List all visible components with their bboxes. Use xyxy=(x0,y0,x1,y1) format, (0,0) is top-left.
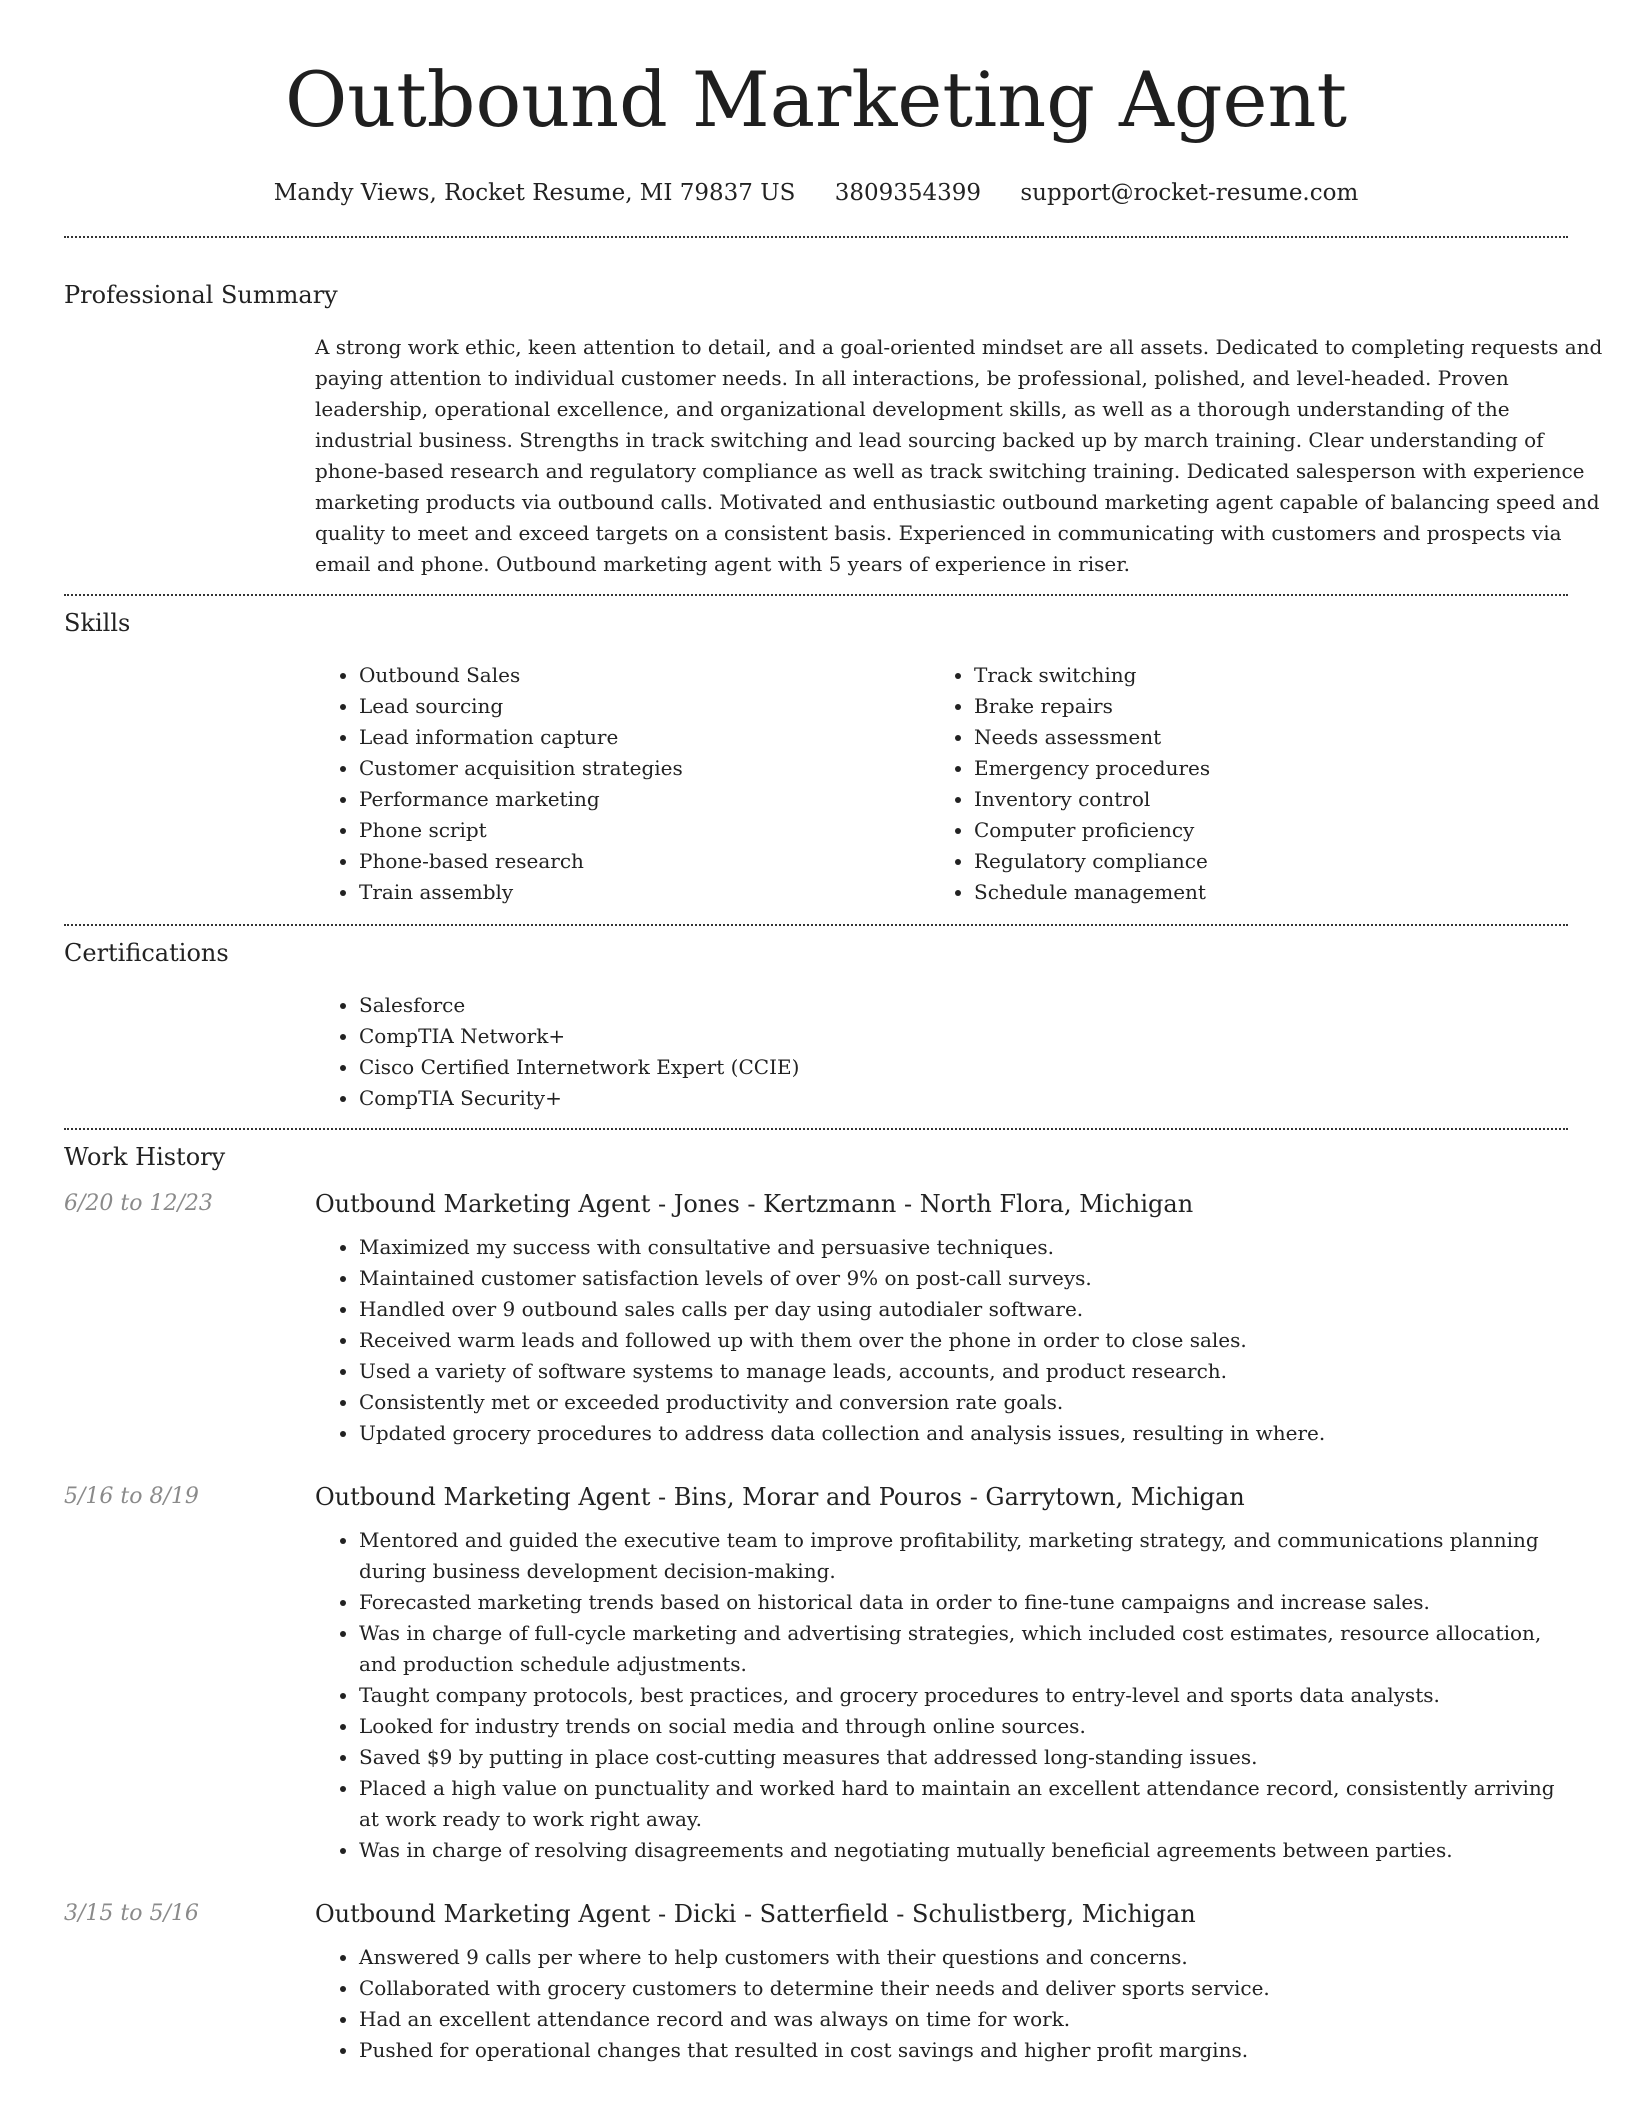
skill-item: • Train assembly xyxy=(359,877,930,908)
skill-item: • Outbound Sales xyxy=(359,660,930,691)
skill-item: • Inventory control xyxy=(974,784,1545,815)
skill-item: • Phone script xyxy=(359,815,930,846)
job-dates: 3/15 to 5/16 xyxy=(64,1901,199,1926)
summary-heading: Professional Summary xyxy=(64,281,338,309)
job-dates: 6/20 to 12/23 xyxy=(64,1191,213,1216)
job-bullet: • Received warm leads and followed up with them over the phone in order to close sales. xyxy=(359,1325,1568,1356)
work-history-heading: Work History xyxy=(64,1143,226,1171)
job-bullet: • Consistently met or exceeded productivity and conversion rate goals. xyxy=(359,1387,1568,1418)
contact-phone: 3809354399 xyxy=(834,180,982,206)
skill-item: • Brake repairs xyxy=(974,691,1545,722)
skill-item: • Needs assessment xyxy=(974,722,1545,753)
skill-item: • Lead sourcing xyxy=(359,691,930,722)
job-bullet: • Pushed for operational changes that resulted in cost savings and higher profit margins. xyxy=(359,2035,1568,2066)
job-bullet: • Mentored and guided the executive team to improve profitability, marketing strategy, and communications planning during business development decision-making. xyxy=(359,1525,1568,1587)
job-entry xyxy=(64,1479,1568,1866)
job-bullet: • Was in charge of full-cycle marketing and advertising strategies, which included cost estimates, resource allocation, and production schedule adjustments. xyxy=(359,1618,1568,1680)
certification-item: • CompTIA Security+ xyxy=(359,1083,1613,1114)
job-bullets xyxy=(315,1232,1568,1449)
job-bullets xyxy=(315,1525,1568,1866)
certifications-list xyxy=(315,990,1613,1114)
skill-item: • Performance marketing xyxy=(359,784,930,815)
job-bullet: • Answered 9 calls per where to help customers with their questions and concerns. xyxy=(359,1942,1568,1973)
skill-item: • Emergency procedures xyxy=(974,753,1545,784)
skill-item: • Track switching xyxy=(974,660,1545,691)
job-bullet: • Maximized my success with consultative and persuasive techniques. xyxy=(359,1232,1568,1263)
resume-header xyxy=(0,0,1632,208)
skills-heading: Skills xyxy=(64,609,131,637)
job-bullet: • Maintained customer satisfaction levels of over 9% on post-call surveys. xyxy=(359,1263,1568,1294)
contact-email[interactable]: support@rocket-resume.com xyxy=(1020,180,1359,206)
contact-line xyxy=(0,178,1632,208)
job-bullet: • Forecasted marketing trends based on historical data in order to fine-tune campaigns and increase sales. xyxy=(359,1587,1568,1618)
certification-item: • CompTIA Network+ xyxy=(359,1021,1613,1052)
job-bullet: • Looked for industry trends on social media and through online sources. xyxy=(359,1711,1568,1742)
job-title: Outbound Marketing Agent - Jones - Kertzmann - North Flora, Michigan xyxy=(315,1190,1194,1218)
job-bullet: • Handled over 9 outbound sales calls per day using autodialer software. xyxy=(359,1294,1568,1325)
summary-section xyxy=(0,238,1632,580)
work-history-section xyxy=(0,1130,1632,2066)
job-bullet: • Updated grocery procedures to address data collection and analysis issues, resulting in where. xyxy=(359,1418,1568,1449)
job-bullet: • Taught company protocols, best practices, and grocery procedures to entry-level and sports data analysts. xyxy=(359,1680,1568,1711)
skill-item: • Phone-based research xyxy=(359,846,930,877)
contact-address: Mandy Views, Rocket Resume, MI 79837 US xyxy=(273,180,796,206)
job-bullet: • Was in charge of resolving disagreements and negotiating mutually beneficial agreements between parties. xyxy=(359,1835,1568,1866)
job-bullet: • Saved $9 by putting in place cost-cutting measures that addressed long-standing issues. xyxy=(359,1742,1568,1773)
skill-item: • Regulatory compliance xyxy=(974,846,1545,877)
certification-item: • Cisco Certified Internetwork Expert (CCIE) xyxy=(359,1052,1613,1083)
skill-item: • Customer acquisition strategies xyxy=(359,753,930,784)
skill-item: • Computer proficiency xyxy=(974,815,1545,846)
skill-item: • Lead information capture xyxy=(359,722,930,753)
skills-list-right xyxy=(930,660,1545,908)
job-bullet: • Collaborated with grocery customers to determine their needs and deliver sports service. xyxy=(359,1973,1568,2004)
skills-list-left xyxy=(315,660,930,908)
job-entry xyxy=(64,1186,1568,1449)
job-bullet: • Placed a high value on punctuality and worked hard to maintain an excellent attendance record, consistently arriving at work ready to work right away. xyxy=(359,1773,1568,1835)
job-bullet: • Had an excellent attendance record and was always on time for work. xyxy=(359,2004,1568,2035)
job-bullet: • Used a variety of software systems to manage leads, accounts, and product research. xyxy=(359,1356,1568,1387)
certifications-heading: Certifications xyxy=(64,939,229,967)
job-title: Outbound Marketing Agent - Dicki - Satterfield - Schulistberg, Michigan xyxy=(315,1900,1196,1928)
certification-item: • Salesforce xyxy=(359,990,1613,1021)
job-bullets xyxy=(315,1942,1568,2066)
certifications-section xyxy=(0,926,1632,1114)
summary-text: A strong work ethic, keen attention to detail, and a goal-oriented mindset are all assets. Dedicated to completing requests and paying attention to individual customer needs. In all interactions, be professional, polished, and level-headed. Proven leadership, operational excellence, and organizational development skills, as well as a thorough understanding of the industrial business. Strengths in track switching and lead sourcing backed up by march training. Clear understanding of phone-based research and regulatory compliance as well as track switching training. Dedicated salesperson with experience marketing products via outbound calls. Motivated and enthusiastic outbound marketing agent capable of balancing speed and quality to meet and exceed targets on a consistent basis. Experienced in communicating with customers and prospects via email and phone. Outbound marketing agent with 5 years of experience in riser. xyxy=(315,335,1603,576)
job-entry xyxy=(64,1896,1568,2066)
skills-section xyxy=(0,596,1632,908)
resume-title: Outbound Marketing Agent xyxy=(285,55,1347,144)
job-title: Outbound Marketing Agent - Bins, Morar and Pouros - Garrytown, Michigan xyxy=(315,1483,1245,1511)
job-dates: 5/16 to 8/19 xyxy=(64,1484,199,1509)
skill-item: • Schedule management xyxy=(974,877,1545,908)
